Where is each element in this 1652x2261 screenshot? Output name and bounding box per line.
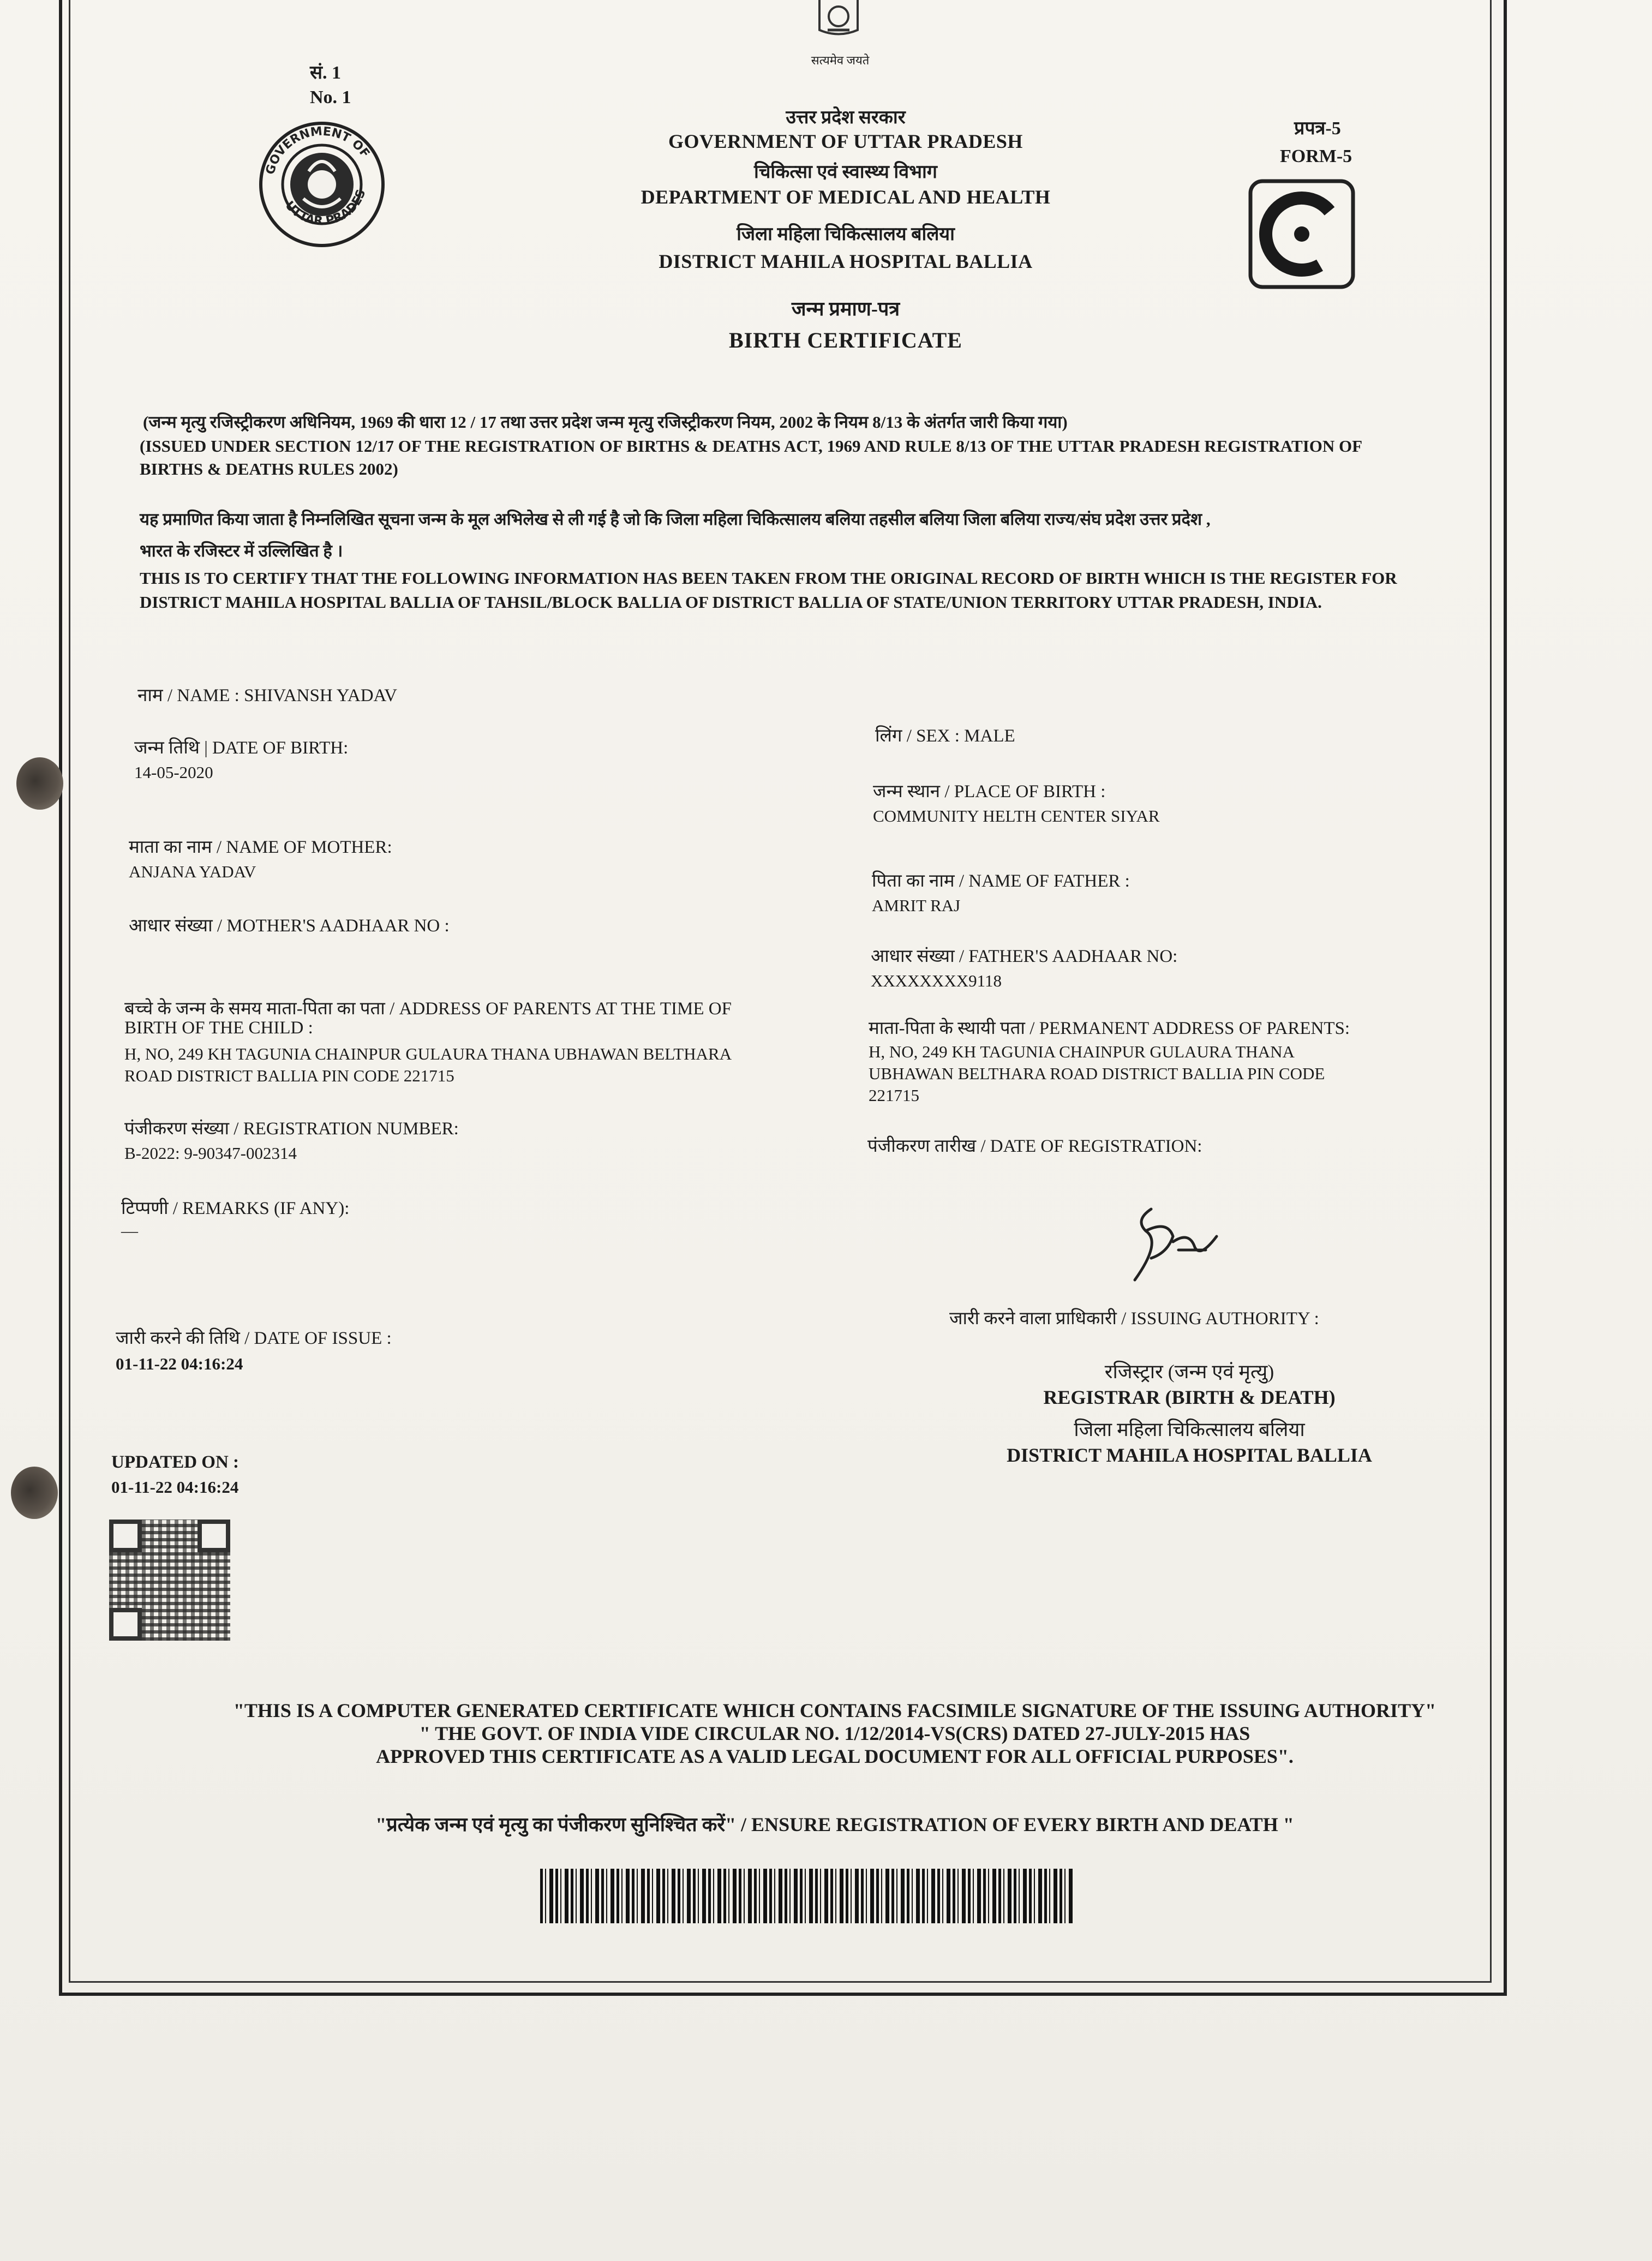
remarks-value: — [121, 1221, 138, 1240]
registration-number-label: पंजीकरण संख्या / REGISTRATION NUMBER: [124, 1119, 459, 1139]
place-of-birth-value: COMMUNITY HELTH CENTER SIYAR [873, 806, 1160, 826]
updated-on-label: UPDATED ON : [111, 1452, 240, 1472]
sex-field: लिंग / SEX : MALE [875, 726, 1015, 746]
permanent-address-label: माता-पिता के स्थायी पता / PERMANENT ADDRESS OF PARENTS: [869, 1019, 1350, 1038]
footer-note-line2: " THE GOVT. OF INDIA VIDE CIRCULAR NO. 1/12/2014-VS(CRS) DATED 27-JULY-2015 HAS [419, 1722, 1250, 1744]
father-aadhaar-value: XXXXXXXX9118 [871, 971, 1002, 990]
gov-title: GOVERNMENT OF UTTAR PRADESH [668, 130, 1023, 152]
authority-hospital: DISTRICT MAHILA HOSPITAL BALLIA [1007, 1444, 1372, 1466]
issued-under-line2: BIRTHS & DEATHS RULES 2002) [140, 459, 398, 478]
registrar-title-hi: रजिस्ट्रार (जन्म एवं मृत्यु) [1104, 1361, 1274, 1383]
certify-en-line1: THIS IS TO CERTIFY THAT THE FOLLOWING INFORMATION HAS BEEN TAKEN FROM THE ORIGINAL RECORD OF BIRTH WHICH IS THE REGISTER FOR [140, 569, 1397, 588]
mother-name-value: ANJANA YADAV [129, 862, 256, 881]
svg-text:GOVERNMENT OF: GOVERNMENT OF [263, 124, 372, 176]
address-value-line1: H, NO, 249 KH TAGUNIA CHAINPUR GULAURA THANA UBHAWAN BELTHARA [124, 1044, 732, 1063]
issue-date-label: जारी करने की तिथि / DATE OF ISSUE : [116, 1329, 392, 1348]
dept-title: DEPARTMENT OF MEDICAL AND HEALTH [641, 186, 1051, 208]
registration-slogan: "प्रत्येक जन्म एवं मृत्यु का पंजीकरण सुनिश्चित करें" / ENSURE REGISTRATION OF EVERY BIRTH AND DEATH " [375, 1814, 1294, 1835]
serial-number: No. 1 [310, 87, 351, 107]
footer-note-line1: "THIS IS A COMPUTER GENERATED CERTIFICATE WHICH CONTAINS FACSIMILE SIGNATURE OF THE ISSUING AUTHORITY" [233, 1700, 1436, 1721]
barcode [540, 1869, 1075, 1923]
permanent-address-line1: H, NO, 249 KH TAGUNIA CHAINPUR GULAURA THANA [869, 1042, 1295, 1061]
footer-note-line3: APPROVED THIS CERTIFICATE AS A VALID LEGAL DOCUMENT FOR ALL OFFICIAL PURPOSES". [376, 1745, 1294, 1767]
mother-name-label: माता का नाम / NAME OF MOTHER: [129, 838, 392, 857]
permanent-address-line3: 221715 [869, 1086, 919, 1105]
certify-hi-line1: यह प्रमाणित किया जाता है निम्नलिखित सूचना जन्म के मूल अभिलेख से ली गई है जो कि जिला महिला चिकित्सालय बलिया तहसील बलिया जिला बलिया राज्य/संघ प्रदेश उत्तर प्रदेश , [140, 510, 1211, 529]
qr-code [109, 1520, 230, 1641]
national-emblem-icon [798, 0, 879, 44]
child-name: नाम / NAME : SHIVANSH YADAV [137, 686, 397, 705]
up-government-seal-icon [256, 119, 387, 250]
father-name-value: AMRIT RAJ [872, 896, 961, 915]
hospital-title: DISTRICT MAHILA HOSPITAL BALLIA [659, 250, 1033, 272]
mother-aadhaar-label: आधार संख्या / MOTHER'S AADHAAR NO : [129, 916, 450, 936]
father-aadhaar-label: आधार संख्या / FATHER'S AADHAAR NO: [871, 947, 1178, 966]
dept-title-hi: चिकित्सा एवं स्वास्थ्य विभाग [754, 162, 937, 182]
place-of-birth-label: जन्म स्थान / PLACE OF BIRTH : [873, 782, 1106, 801]
certificate-title: BIRTH CERTIFICATE [729, 328, 962, 352]
dob-value: 14-05-2020 [134, 763, 213, 782]
remarks-label: टिप्पणी / REMARKS (IF ANY): [121, 1199, 350, 1218]
gov-title-hi: उत्तर प्रदेश सरकार [786, 107, 906, 128]
crs-logo-icon [1247, 178, 1356, 290]
issued-under-line1: (ISSUED UNDER SECTION 12/17 OF THE REGISTRATION OF BIRTHS & DEATHS ACT, 1969 AND RULE 8/13 OF THE UTTAR PRADESH REGISTRATION OF [140, 436, 1363, 456]
issue-date-value: 01-11-22 04:16:24 [116, 1354, 243, 1373]
emblem-motto: सत्यमेव जयते [811, 53, 870, 67]
hospital-title-hi: जिला महिला चिकित्सालय बलिया [737, 224, 955, 244]
serial-number-hi: सं. 1 [310, 63, 341, 83]
issuing-authority-label: जारी करने वाला प्राधिकारी / ISSUING AUTHORITY : [949, 1309, 1319, 1329]
registrar-signature [1113, 1198, 1222, 1291]
address-value-line2: ROAD DISTRICT BALLIA PIN CODE 221715 [124, 1066, 454, 1085]
authority-hospital-hi: जिला महिला चिकित्सालय बलिया [1074, 1419, 1305, 1440]
address-label-line1: बच्चे के जन्म के समय माता-पिता का पता / ADDRESS OF PARENTS AT THE TIME OF [124, 999, 732, 1019]
qr-finder-pattern [197, 1520, 230, 1552]
qr-finder-pattern [109, 1608, 142, 1641]
certify-en-line2: DISTRICT MAHILA HOSPITAL BALLIA OF TAHSIL/BLOCK BALLIA OF DISTRICT BALLIA OF STATE/UNION TERRITORY UTTAR PRADESH, INDIA. [140, 593, 1322, 612]
punch-hole [11, 1467, 58, 1519]
qr-finder-pattern [109, 1520, 142, 1552]
form-number: FORM-5 [1280, 146, 1352, 166]
registration-number-value: B-2022: 9-90347-002314 [124, 1144, 297, 1163]
certify-hi-line2: भारत के रजिस्टर में उल्लिखित है । [140, 541, 343, 560]
father-name-label: पिता का नाम / NAME OF FATHER : [872, 871, 1130, 891]
svg-text:UTTAR PRADESH: UTTAR PRADES [282, 188, 369, 229]
permanent-address-line2: UBHAWAN BELTHARA ROAD DISTRICT BALLIA PIN CODE [869, 1064, 1325, 1083]
punch-hole [16, 757, 63, 810]
dob-label: जन्म तिथि | DATE OF BIRTH: [134, 738, 349, 758]
updated-on-value: 01-11-22 04:16:24 [111, 1478, 239, 1497]
registration-date-label: पंजीकरण तारीख / DATE OF REGISTRATION: [867, 1137, 1202, 1156]
certificate-title-hi: जन्म प्रमाण-पत्र [791, 298, 900, 320]
registrar-title: REGISTRAR (BIRTH & DEATH) [1043, 1386, 1336, 1408]
address-label-line2: BIRTH OF THE CHILD : [124, 1018, 313, 1038]
form-number-hi: प्रपत्र-5 [1294, 118, 1341, 139]
issued-under-hi: (जन्म मृत्यु रजिस्ट्रीकरण अधिनियम, 1969 की धारा 12 / 17 तथा उत्तर प्रदेश जन्म मृत्यु रजिस्ट्रीकरण नियम, 2002 के नियम 8/13 के अंतर्गत जारी किया गया) [143, 412, 1068, 432]
